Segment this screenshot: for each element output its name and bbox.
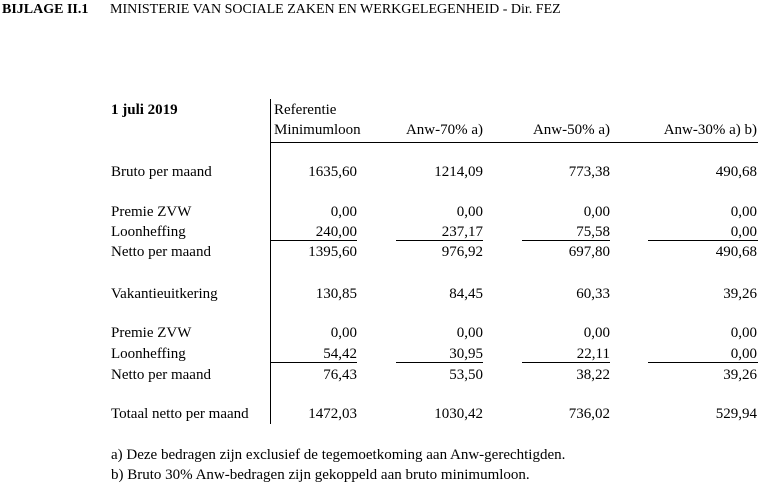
row-label: Vakantieuitkering — [111, 286, 218, 302]
cell-value: 130,85 — [315, 286, 357, 302]
cell-value: 84,45 — [449, 286, 483, 302]
row-label: Premie ZVW — [111, 325, 192, 341]
cell-value: 1395,60 — [308, 244, 357, 260]
table-date: 1 juli 2019 — [111, 102, 178, 118]
header-rule — [270, 142, 758, 143]
cell-value: 76,43 — [323, 367, 357, 383]
cell-value: 773,38 — [568, 164, 610, 180]
cell-value: 1030,42 — [434, 406, 483, 422]
cell-value: 237,17 — [441, 224, 483, 240]
cell-value: 0,00 — [730, 224, 757, 240]
col-header-anw70: Anw-70% a) — [405, 122, 483, 138]
footnote-b: b) Bruto 30% Anw-bedragen zijn gekoppeld aan bruto minimumloon. — [111, 467, 530, 483]
cell-value: 38,22 — [576, 367, 610, 383]
cell-value: 75,58 — [576, 224, 610, 240]
subtotal-rule — [270, 240, 357, 241]
cell-value: 490,68 — [715, 164, 757, 180]
subtotal-rule — [396, 240, 483, 241]
row-label: Loonheffing — [111, 224, 186, 240]
cell-value: 1635,60 — [308, 164, 357, 180]
row-label: Loonheffing — [111, 346, 186, 362]
cell-value: 1472,03 — [308, 406, 357, 422]
row-label: Totaal netto per maand — [111, 406, 249, 422]
cell-value: 0,00 — [730, 204, 757, 220]
subtotal-rule — [648, 362, 758, 363]
ministerie-title: MINISTERIE VAN SOCIALE ZAKEN EN WERKGELEGENHEID - Dir. FEZ — [110, 2, 561, 17]
cell-value: 490,68 — [715, 244, 757, 260]
cell-value: 39,26 — [723, 286, 757, 302]
bijlage-label: BIJLAGE II.1 — [2, 2, 89, 17]
subtotal-rule — [270, 362, 357, 363]
cell-value: 0,00 — [730, 346, 757, 362]
row-label: Netto per maand — [111, 244, 211, 260]
cell-value: 53,50 — [449, 367, 483, 383]
cell-value: 0,00 — [730, 325, 757, 341]
cell-value: 0,00 — [583, 325, 610, 341]
subtotal-rule — [396, 362, 483, 363]
cell-value: 0,00 — [583, 204, 610, 220]
col-header-ref-line1: Referentie — [274, 102, 337, 118]
col-header-ref-line2: Minimumloon — [274, 122, 361, 138]
cell-value: 976,92 — [441, 244, 483, 260]
subtotal-rule — [648, 240, 758, 241]
cell-value: 240,00 — [315, 224, 357, 240]
cell-value: 0,00 — [330, 204, 357, 220]
cell-value: 0,00 — [330, 325, 357, 341]
cell-value: 736,02 — [568, 406, 610, 422]
col-header-anw30: Anw-30% a) b) — [663, 122, 757, 138]
row-label: Premie ZVW — [111, 204, 192, 220]
row-label: Netto per maand — [111, 367, 211, 383]
cell-value: 39,26 — [723, 367, 757, 383]
cell-value: 0,00 — [456, 204, 483, 220]
cell-value: 30,95 — [449, 346, 483, 362]
subtotal-rule — [522, 240, 610, 241]
col-header-anw50: Anw-50% a) — [532, 122, 610, 138]
footnote-a: a) Deze bedragen zijn exclusief de tegemoetkoming aan Anw-gerechtigden. — [111, 447, 566, 463]
cell-value: 22,11 — [576, 346, 610, 362]
row-label: Bruto per maand — [111, 164, 212, 180]
cell-value: 60,33 — [576, 286, 610, 302]
cell-value: 529,94 — [715, 406, 757, 422]
cell-value: 0,00 — [456, 325, 483, 341]
cell-value: 54,42 — [323, 346, 357, 362]
subtotal-rule — [522, 362, 610, 363]
cell-value: 1214,09 — [434, 164, 483, 180]
cell-value: 697,80 — [568, 244, 610, 260]
